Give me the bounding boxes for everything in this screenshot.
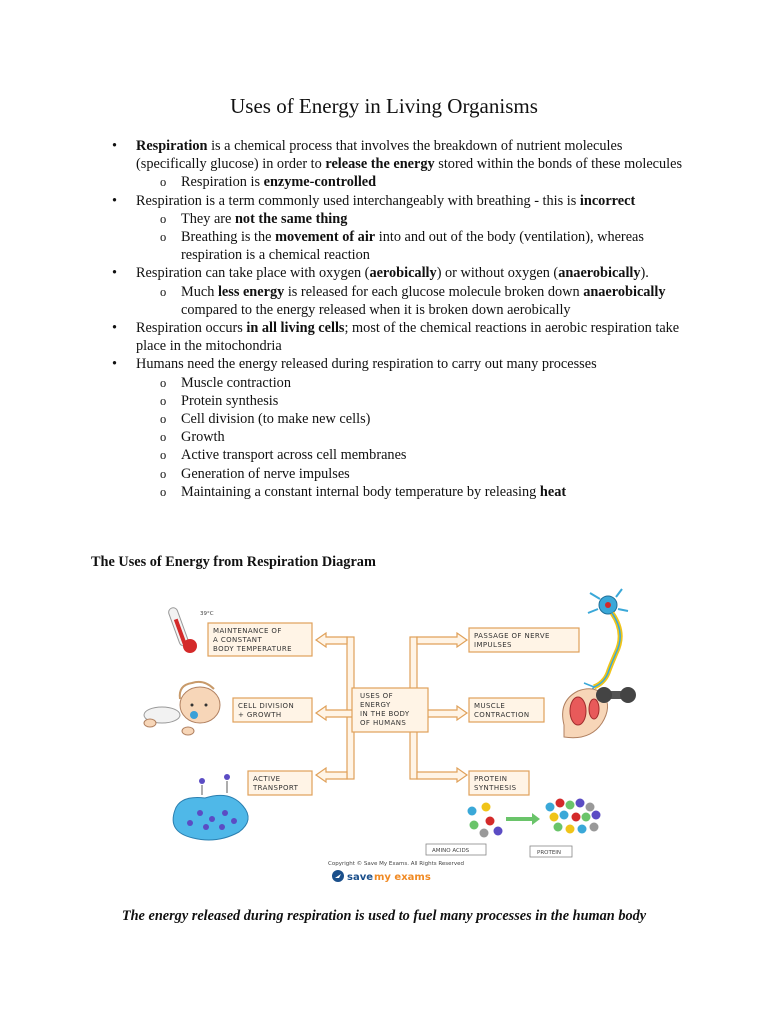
bold-phrase: heat xyxy=(539,483,567,500)
bullet-list xyxy=(110,137,690,501)
text-run: ) or without oxygen ( xyxy=(436,265,559,282)
page-title: Uses of Energy in Living Organisms xyxy=(230,94,538,118)
thermometer-icon xyxy=(167,606,213,653)
text-run: Humans need the energy released during respiration to carry out many processes xyxy=(136,356,597,373)
text-run: compared to the energy released when it is broken down aerobically xyxy=(181,301,571,318)
diagram-caption: The energy released during respiration is used to fuel many processes in the human body xyxy=(121,908,647,924)
sub-bullet-item xyxy=(136,483,690,501)
protein-label: PROTEIN xyxy=(537,850,562,856)
bold-phrase: aerobically xyxy=(369,265,437,282)
center-line-1: USES OF xyxy=(360,692,393,700)
bold-phrase: Respiration xyxy=(136,138,208,154)
bold-phrase: movement of air xyxy=(275,229,376,246)
bold-phrase: less energy xyxy=(217,283,285,300)
text-run: into and out of the body (ventilation), whereas respiration is a chemical reaction xyxy=(181,229,644,264)
brand-save: save xyxy=(347,872,374,883)
maintenance-line-1: MAINTENANCE OF xyxy=(213,627,282,635)
text-run: stored within the bonds of these molecules xyxy=(434,156,683,173)
protein-icon xyxy=(530,799,601,858)
nerve-line-2: IMPULSES xyxy=(474,641,512,649)
sub-bullet-list xyxy=(136,210,690,265)
bullet-item xyxy=(110,137,690,192)
text-run: Respiration is a term commonly used interchangeably with breathing - this is xyxy=(136,192,580,209)
energy-uses-diagram xyxy=(130,585,640,890)
center-line-3: IN THE BODY xyxy=(360,710,410,718)
sub-bullet-list xyxy=(136,374,690,501)
bullet-item xyxy=(110,355,690,501)
sub-bullet-list xyxy=(136,173,690,191)
sub-bullet-list xyxy=(136,283,690,319)
text-run: Respiration is xyxy=(181,174,264,191)
cell-division-box xyxy=(233,698,312,722)
text-run: ; most of the chemical reactions in aerobic respiration take place in the mitochondria xyxy=(136,320,680,355)
synthesis-arrow xyxy=(506,813,540,825)
muscle-line-1: MUSCLE xyxy=(474,702,506,710)
neuron-icon xyxy=(584,589,628,695)
text-run: Generation of nerve impulses xyxy=(181,465,350,482)
sub-bullet-item xyxy=(136,410,690,428)
sub-bullet-item xyxy=(136,283,690,319)
amino-acids-icon xyxy=(426,803,503,856)
protein-synthesis-line-2: SYNTHESIS xyxy=(474,784,517,792)
bold-phrase: anaerobically xyxy=(558,265,641,282)
maintenance-line-3: BODY TEMPERATURE xyxy=(213,645,292,653)
center-box xyxy=(352,688,428,732)
muscle-box xyxy=(469,698,544,722)
text-run: Cell division (to make new cells) xyxy=(181,411,371,428)
text-run: Muscle contraction xyxy=(181,374,291,391)
bold-phrase: enzyme-controlled xyxy=(263,174,377,191)
text-run: Active transport across cell membranes xyxy=(181,447,407,464)
protein-synthesis-line-1: PROTEIN xyxy=(474,775,508,783)
text-run: Respiration occurs xyxy=(136,320,247,337)
cell-division-line-2: + GROWTH xyxy=(238,711,282,719)
bold-phrase: not the same thing xyxy=(234,210,348,227)
text-run: is a chemical process that involves the breakdown of nutrient molecules (specifically glucose) in order to xyxy=(136,138,623,173)
text-run: ). xyxy=(640,265,649,282)
sub-bullet-item xyxy=(136,446,690,464)
sub-bullet-item xyxy=(136,428,690,446)
text-run: Protein synthesis xyxy=(181,392,279,409)
save-my-exams-logo xyxy=(332,870,431,883)
text-run: Growth xyxy=(181,429,225,446)
bullet-item xyxy=(110,192,690,265)
text-run: Respiration can take place with oxygen ( xyxy=(136,265,370,282)
center-line-4: OF HUMANS xyxy=(360,719,407,727)
sub-bullet-item xyxy=(136,392,690,410)
bold-phrase: anaerobically xyxy=(583,283,666,300)
bullet-item xyxy=(110,319,690,355)
text-run: Much xyxy=(181,283,218,300)
text-run: is released for each glucose molecule broken down xyxy=(284,283,584,300)
bullet-item xyxy=(110,264,690,319)
bold-phrase: incorrect xyxy=(579,192,636,209)
nerve-box xyxy=(469,628,579,652)
temperature-label: 39°C xyxy=(200,611,214,617)
sub-bullet-item xyxy=(136,374,690,392)
sub-bullet-item xyxy=(136,173,690,191)
maintenance-line-2: A CONSTANT xyxy=(213,636,263,644)
arm-muscle-icon xyxy=(563,687,636,738)
amino-acids-label: AMINO ACIDS xyxy=(432,848,470,854)
cell-membrane-icon xyxy=(173,774,248,840)
active-transport-box xyxy=(248,771,312,795)
maintenance-box xyxy=(208,623,312,656)
center-line-2: ENERGY xyxy=(360,701,391,709)
protein-synthesis-box xyxy=(469,771,529,795)
sub-bullet-item xyxy=(136,210,690,228)
active-transport-line-2: TRANSPORT xyxy=(253,784,299,792)
muscle-line-2: CONTRACTION xyxy=(474,711,530,719)
baby-icon xyxy=(144,682,220,735)
active-transport-line-1: ACTIVE xyxy=(253,775,281,783)
nerve-line-1: PASSAGE OF NERVE xyxy=(474,632,550,640)
text-run: They are xyxy=(181,210,235,227)
brand-my-exams: my exams xyxy=(374,872,431,883)
bold-phrase: release the energy xyxy=(325,156,435,173)
diagram-heading: The Uses of Energy from Respiration Diagram xyxy=(91,554,376,570)
sub-bullet-item xyxy=(136,465,690,483)
cell-division-line-1: CELL DIVISION xyxy=(238,702,295,710)
copyright-text: Copyright © Save My Exams. All Rights Reserved xyxy=(328,861,464,867)
bold-phrase: in all living cells xyxy=(246,320,345,337)
sub-bullet-item xyxy=(136,228,690,264)
text-run: Maintaining a constant internal body temperature by releasing xyxy=(181,483,540,500)
text-run: Breathing is the xyxy=(181,229,276,246)
